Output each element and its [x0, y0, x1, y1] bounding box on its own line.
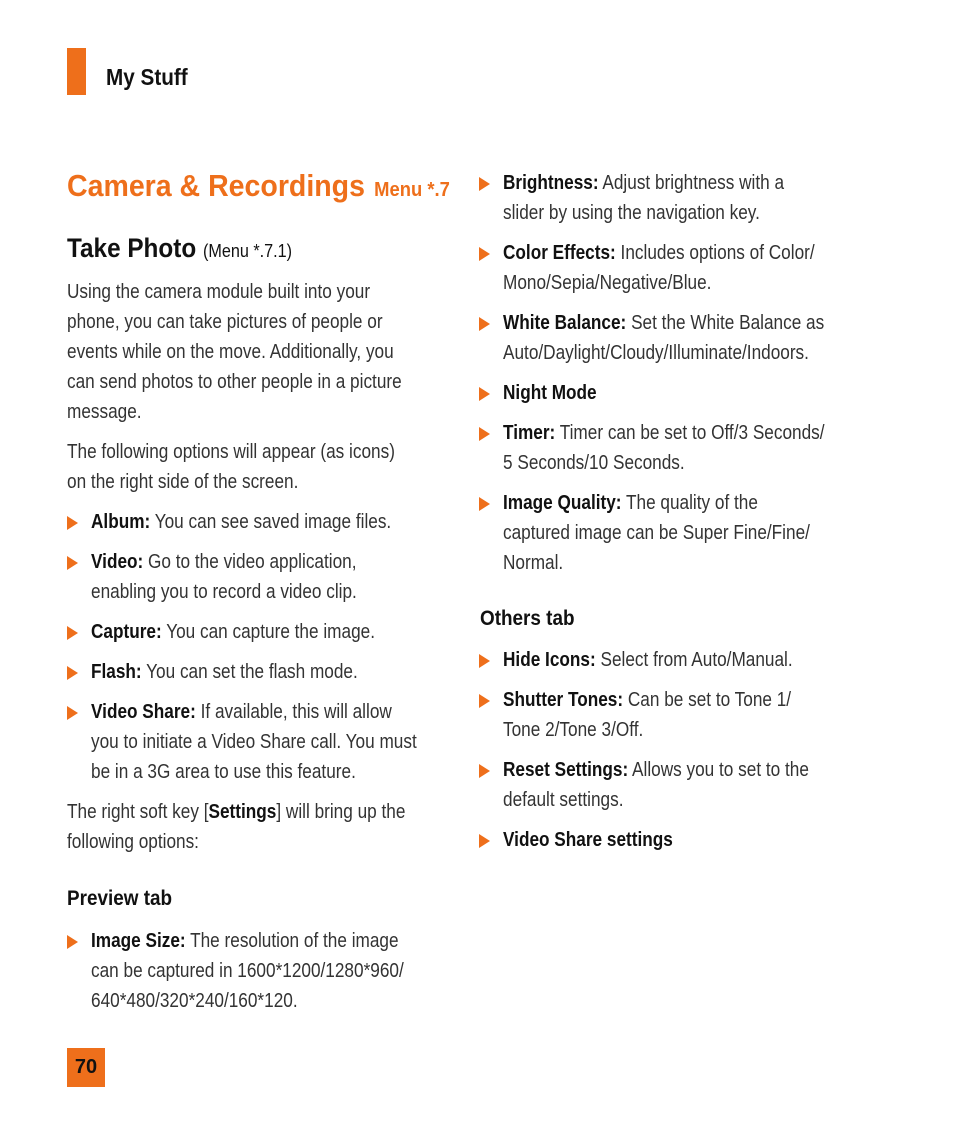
page-title-menu: Menu *.7	[374, 179, 450, 201]
options-intro-paragraph	[67, 437, 448, 497]
bullet-text: The resolution of the image	[190, 930, 399, 952]
intro-paragraph	[67, 277, 456, 427]
list-item-night-mode	[503, 378, 612, 408]
list-item-shutter-tones	[503, 685, 838, 745]
bullet-text: Select from Auto/Manual.	[600, 649, 793, 671]
bullet-text: captured image can be Super Fine/Fine/	[503, 522, 810, 544]
list-item-image-quality	[503, 488, 860, 578]
bullet-term: Flash:	[91, 661, 142, 683]
bullet-arrow-icon	[479, 387, 490, 401]
take-photo-menu: (Menu *.7.1)	[202, 241, 293, 261]
bullet-arrow-icon	[479, 654, 490, 668]
bullet-arrow-icon	[479, 764, 490, 778]
bullet-arrow-icon	[479, 497, 490, 511]
bullet-text: can be captured in 1600*1200/1280*960/	[91, 960, 404, 982]
bullet-arrow-icon	[67, 516, 78, 530]
others-tab-heading: Others tab	[480, 607, 575, 630]
settings-key-label: Settings	[208, 801, 277, 823]
bullet-text: You can capture the image.	[166, 621, 375, 643]
bullet-text: 640*480/320*240/160*120.	[91, 990, 298, 1012]
list-item-color-effects	[503, 238, 865, 298]
bullet-term: Color Effects:	[503, 242, 616, 264]
bullet-text: Timer can be set to Off/3 Seconds/	[559, 422, 825, 444]
list-item-timer	[503, 418, 877, 478]
bullet-text: Allows you to set to the	[632, 759, 809, 781]
list-item-album	[91, 507, 440, 537]
bullet-text: be in a 3G area to use this feature.	[91, 761, 356, 783]
bullet-term: Shutter Tones:	[503, 689, 624, 711]
list-item-video-share	[91, 697, 470, 787]
preview-tab-heading: Preview tab	[67, 887, 173, 910]
bullet-term: Night Mode	[503, 382, 597, 404]
settings-text-pre: The right soft key [	[67, 801, 209, 823]
bullet-term: Image Quality:	[503, 492, 622, 514]
bullet-term: Hide Icons:	[503, 649, 596, 671]
bullet-term: Reset Settings:	[503, 759, 629, 781]
page-title	[67, 168, 450, 204]
bullet-arrow-icon	[67, 626, 78, 640]
bullet-arrow-icon	[479, 427, 490, 441]
bullet-text: enabling you to record a video clip.	[91, 581, 357, 603]
list-item-video	[91, 547, 400, 607]
settings-text-post: ] will bring up the	[276, 801, 406, 823]
take-photo-heading	[67, 233, 292, 264]
bullet-text: You can set the flash mode.	[146, 661, 358, 683]
bullet-term: Video Share:	[91, 701, 196, 723]
bullet-term: Brightness:	[503, 172, 599, 194]
bullet-text: Auto/Daylight/Cloudy/Illuminate/Indoors.	[503, 342, 809, 364]
bullet-arrow-icon	[479, 247, 490, 261]
bullet-term: Timer:	[503, 422, 556, 444]
bullet-text: Set the White Balance as	[631, 312, 825, 334]
intro-line: phone, you can take pictures of people or	[67, 311, 383, 333]
list-item-flash	[91, 657, 401, 687]
bullet-text: you to initiate a Video Share call. You must	[91, 731, 417, 753]
intro-line: message.	[67, 401, 142, 423]
list-item-brightness	[503, 168, 830, 228]
bullet-text: Includes options of Color/	[620, 242, 815, 264]
section-tab-marker	[67, 48, 86, 95]
list-item-capture	[91, 617, 421, 647]
intro-line: can send photos to other people in a picture	[67, 371, 402, 393]
page-title-text: Camera & Recordings	[67, 168, 365, 203]
list-item-hide-icons	[503, 645, 840, 675]
take-photo-heading-text: Take Photo	[67, 233, 197, 263]
section-title: My Stuff	[106, 64, 188, 90]
bullet-text: Normal.	[503, 552, 564, 574]
settings-text-line: following options:	[67, 831, 199, 853]
page-number-text: 70	[74, 1056, 98, 1078]
list-item-white-balance	[503, 308, 877, 368]
list-item-video-share-settings	[503, 825, 700, 855]
bullet-text: If available, this will allow	[200, 701, 392, 723]
bullet-arrow-icon	[67, 666, 78, 680]
bullet-text: Go to the video application,	[148, 551, 357, 573]
bullet-arrow-icon	[67, 935, 78, 949]
bullet-text: Mono/Sepia/Negative/Blue.	[503, 272, 712, 294]
options-intro-line: The following options will appear (as icons)	[67, 441, 395, 463]
intro-line: events while on the move. Additionally, you	[67, 341, 394, 363]
bullet-arrow-icon	[67, 556, 78, 570]
options-intro-line: on the right side of the screen.	[67, 471, 299, 493]
bullet-text: Can be set to Tone 1/	[627, 689, 792, 711]
bullet-arrow-icon	[479, 834, 490, 848]
bullet-text: The quality of the	[625, 492, 758, 514]
settings-paragraph	[67, 797, 461, 857]
list-item-image-size	[91, 926, 455, 1016]
bullet-arrow-icon	[479, 317, 490, 331]
bullet-term: Video Share settings	[503, 829, 673, 851]
bullet-text: slider by using the navigation key.	[503, 202, 760, 224]
intro-line: Using the camera module built into your	[67, 281, 371, 303]
bullet-arrow-icon	[479, 694, 490, 708]
bullet-arrow-icon	[479, 177, 490, 191]
bullet-term: White Balance:	[503, 312, 627, 334]
bullet-text: 5 Seconds/10 Seconds.	[503, 452, 685, 474]
bullet-arrow-icon	[67, 706, 78, 720]
page-number	[67, 1048, 105, 1087]
bullet-text: You can see saved image files.	[154, 511, 392, 533]
bullet-term: Album:	[91, 511, 151, 533]
bullet-term: Image Size:	[91, 930, 186, 952]
bullet-text: Tone 2/Tone 3/Off.	[503, 719, 644, 741]
bullet-text: Adjust brightness with a	[602, 172, 785, 194]
list-item-reset-settings	[503, 755, 859, 815]
bullet-term: Video:	[91, 551, 144, 573]
bullet-text: default settings.	[503, 789, 624, 811]
bullet-term: Capture:	[91, 621, 162, 643]
